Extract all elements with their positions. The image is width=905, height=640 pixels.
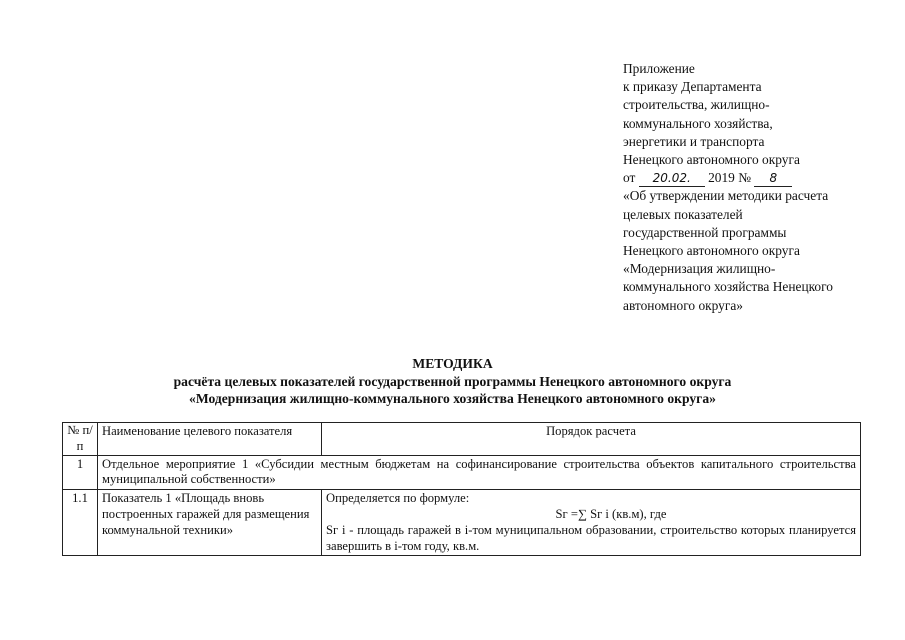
calc-formula: Sг =∑ Sг i (кв.м), где: [555, 506, 667, 521]
appendix-block: [623, 60, 893, 315]
table-row: [63, 455, 861, 490]
subject-line: автономного округа»: [623, 297, 743, 313]
table-header-row: [63, 423, 861, 456]
subject-line: государственной программы: [623, 224, 787, 240]
row-calc-cell: [322, 490, 861, 556]
appendix-line: строительства, жилищно-: [623, 97, 770, 113]
appendix-line: к приказу Департамента: [623, 79, 762, 95]
title-subtitle-line-2: «Модернизация жилищно-коммунального хозяйства Ненецкого автономного округа»: [189, 391, 716, 406]
subject-line: «Об утверждении методики расчета: [623, 188, 829, 204]
calc-intro: Определяется по формуле:: [326, 491, 470, 506]
title-subtitle-line-1: расчёта целевых показателей государственной программы Ненецкого автономного округа: [173, 373, 732, 389]
row-num: 1: [63, 455, 98, 490]
appendix-line: Приложение: [623, 61, 695, 76]
methodology-table: [62, 422, 861, 556]
appendix-line: коммунального хозяйства,: [623, 115, 773, 131]
date-prefix: от: [623, 170, 636, 186]
header-name: Наименование целевого показателя: [98, 423, 322, 456]
row-indicator-name: Показатель 1 «Площадь вновь построенных гаражей для размещения коммунальной техники»: [98, 490, 322, 556]
order-date-line: [623, 169, 893, 187]
table-row: [63, 490, 861, 556]
handwritten-order-number: 8: [754, 171, 792, 187]
document-title: [0, 355, 905, 408]
header-calc: Порядок расчета: [322, 423, 861, 456]
header-num: № п/п: [63, 423, 98, 456]
appendix-line: Ненецкого автономного округа: [623, 152, 800, 168]
title-main: МЕТОДИКА: [412, 356, 493, 371]
subject-line: коммунального хозяйства Ненецкого: [623, 279, 833, 295]
row-num: 1.1: [63, 490, 98, 556]
calc-description: Sг i - площадь гаражей в i-том муниципальном образовании, строительство которых планируется завершить в i-том году, кв.м.: [326, 522, 856, 553]
year-number-label: 2019 №: [708, 170, 751, 186]
subject-line: «Модернизация жилищно-: [623, 261, 776, 277]
subject-line: Ненецкого автономного округа: [623, 243, 800, 259]
subject-line: целевых показателей: [623, 206, 743, 222]
handwritten-date: 20.02.: [639, 171, 705, 187]
row-merged-text: Отдельное мероприятие 1 «Субсидии местным бюджетам на софинансирование строительства объектов капитального строительства муниципальной собственности»: [98, 455, 861, 490]
appendix-line: энергетики и транспорта: [623, 133, 765, 149]
